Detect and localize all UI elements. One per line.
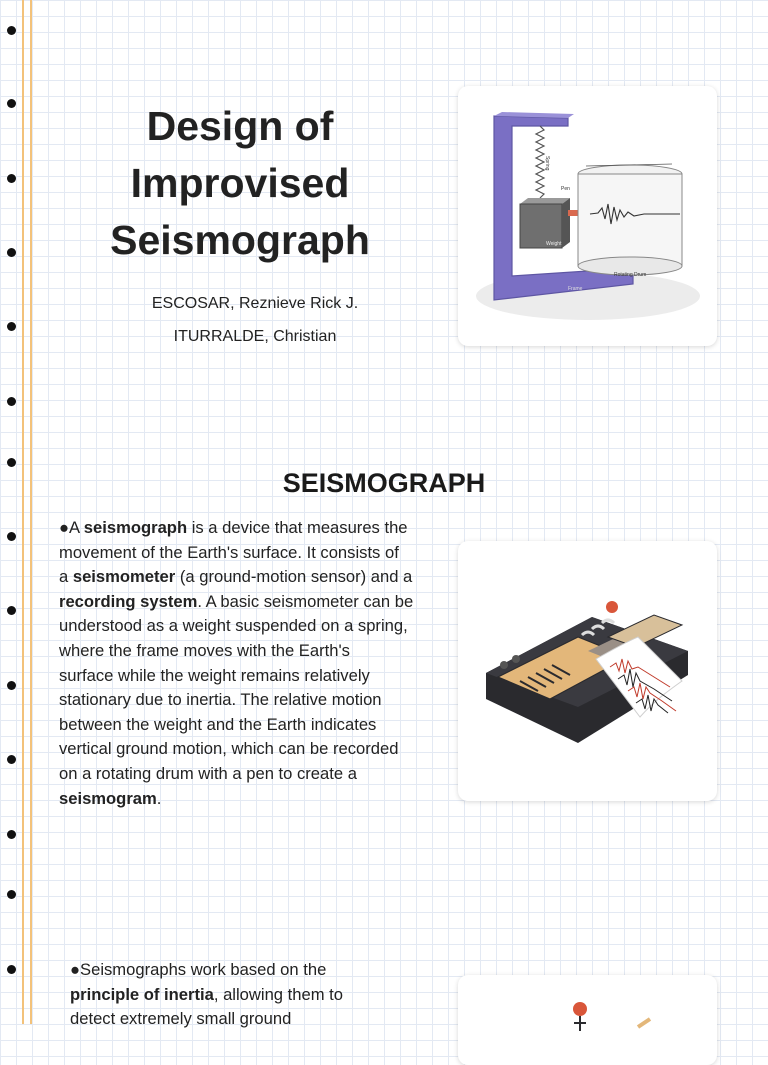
third-figure (458, 975, 717, 1065)
title-line: Improvised (130, 160, 350, 206)
punch-hole (7, 606, 16, 615)
punch-hole (7, 681, 16, 690)
paragraph-line (70, 983, 430, 1008)
label-drum: Rotating Drum (614, 272, 647, 278)
text-run: ●Seismographs work based on the (70, 960, 327, 979)
paragraph-line (59, 541, 449, 566)
paragraph-line (59, 762, 449, 787)
emphasized-term: seismogram (59, 788, 157, 808)
punch-hole (7, 890, 16, 899)
text-run: movement of the Earth's surface. It consists of (59, 542, 399, 562)
margin-line (22, 0, 24, 1024)
text-run: a (59, 567, 73, 587)
section-heading: SEISMOGRAPH (282, 468, 486, 498)
paragraph-line (59, 688, 449, 713)
text-run: between the weight and the Earth indicates (59, 714, 377, 734)
paragraph-line (59, 787, 449, 812)
paragraph-line (59, 639, 449, 664)
title-line: Seismograph (110, 217, 370, 263)
paragraph-line (59, 737, 449, 762)
margin-line (30, 0, 32, 1024)
author-name: ITURRALDE, Christian (173, 328, 337, 345)
text-run: ●A (59, 518, 84, 537)
label-pen: Pen (561, 186, 570, 192)
text-run: . A basic seismometer can be (197, 591, 414, 611)
text-run: surface while the weight remains relatively (59, 665, 370, 685)
punch-hole (7, 755, 16, 764)
text-run: detect extremely small ground (70, 1009, 292, 1029)
text-run: understood as a weight suspended on a spring, (59, 616, 408, 636)
author-name: ESCOSAR, Reznieve Rick J. (151, 295, 359, 312)
title-line: Design of (146, 103, 334, 149)
paragraph-line (59, 590, 449, 615)
text-run: vertical ground motion, which can be recorded (59, 739, 399, 759)
text-run: . (156, 788, 162, 808)
modern-seismograph-figure (458, 541, 717, 801)
emphasized-term: seismograph (83, 518, 188, 537)
text-run: is a device that measures the (187, 518, 408, 537)
punch-hole (7, 532, 16, 541)
paragraph-line (59, 516, 449, 541)
text-run: stationary due to inertia. The relative motion (59, 690, 382, 710)
paragraph-line (70, 1007, 430, 1032)
label-weight: Weight (546, 241, 562, 247)
paragraph-line (59, 565, 449, 590)
emphasized-term: seismometer (72, 567, 176, 587)
text-run: , allowing them to (213, 984, 343, 1004)
punch-hole (7, 174, 16, 183)
punch-hole (7, 830, 16, 839)
paragraph-line (59, 664, 449, 689)
emphasized-term: recording system (59, 591, 198, 611)
seismograph-paragraph (59, 516, 449, 811)
label-frame: Frame (568, 286, 583, 292)
punch-hole (7, 26, 16, 35)
paragraph-line (59, 614, 449, 639)
text-run: (a ground-motion sensor) and a (175, 567, 413, 587)
punch-hole (7, 322, 16, 331)
emphasized-term: principle of inertia (70, 984, 214, 1004)
modern-seismograph-illustration (458, 541, 717, 801)
text-run: on a rotating drum with a pen to create a (59, 763, 357, 783)
inertia-paragraph (70, 958, 430, 1032)
drum-seismograph-illustration (458, 86, 717, 346)
punch-hole (7, 458, 16, 467)
paragraph-line (70, 958, 430, 983)
document-title (90, 98, 390, 269)
text-run: where the frame moves with the Earth's (59, 640, 350, 660)
punch-hole (7, 248, 16, 257)
punch-hole (7, 965, 16, 974)
paragraph-line (59, 713, 449, 738)
label-spring: Spring (544, 156, 550, 171)
drum-seismograph-figure (458, 86, 717, 346)
third-figure-illustration (458, 975, 717, 1065)
punch-hole (7, 99, 16, 108)
punch-hole (7, 397, 16, 406)
